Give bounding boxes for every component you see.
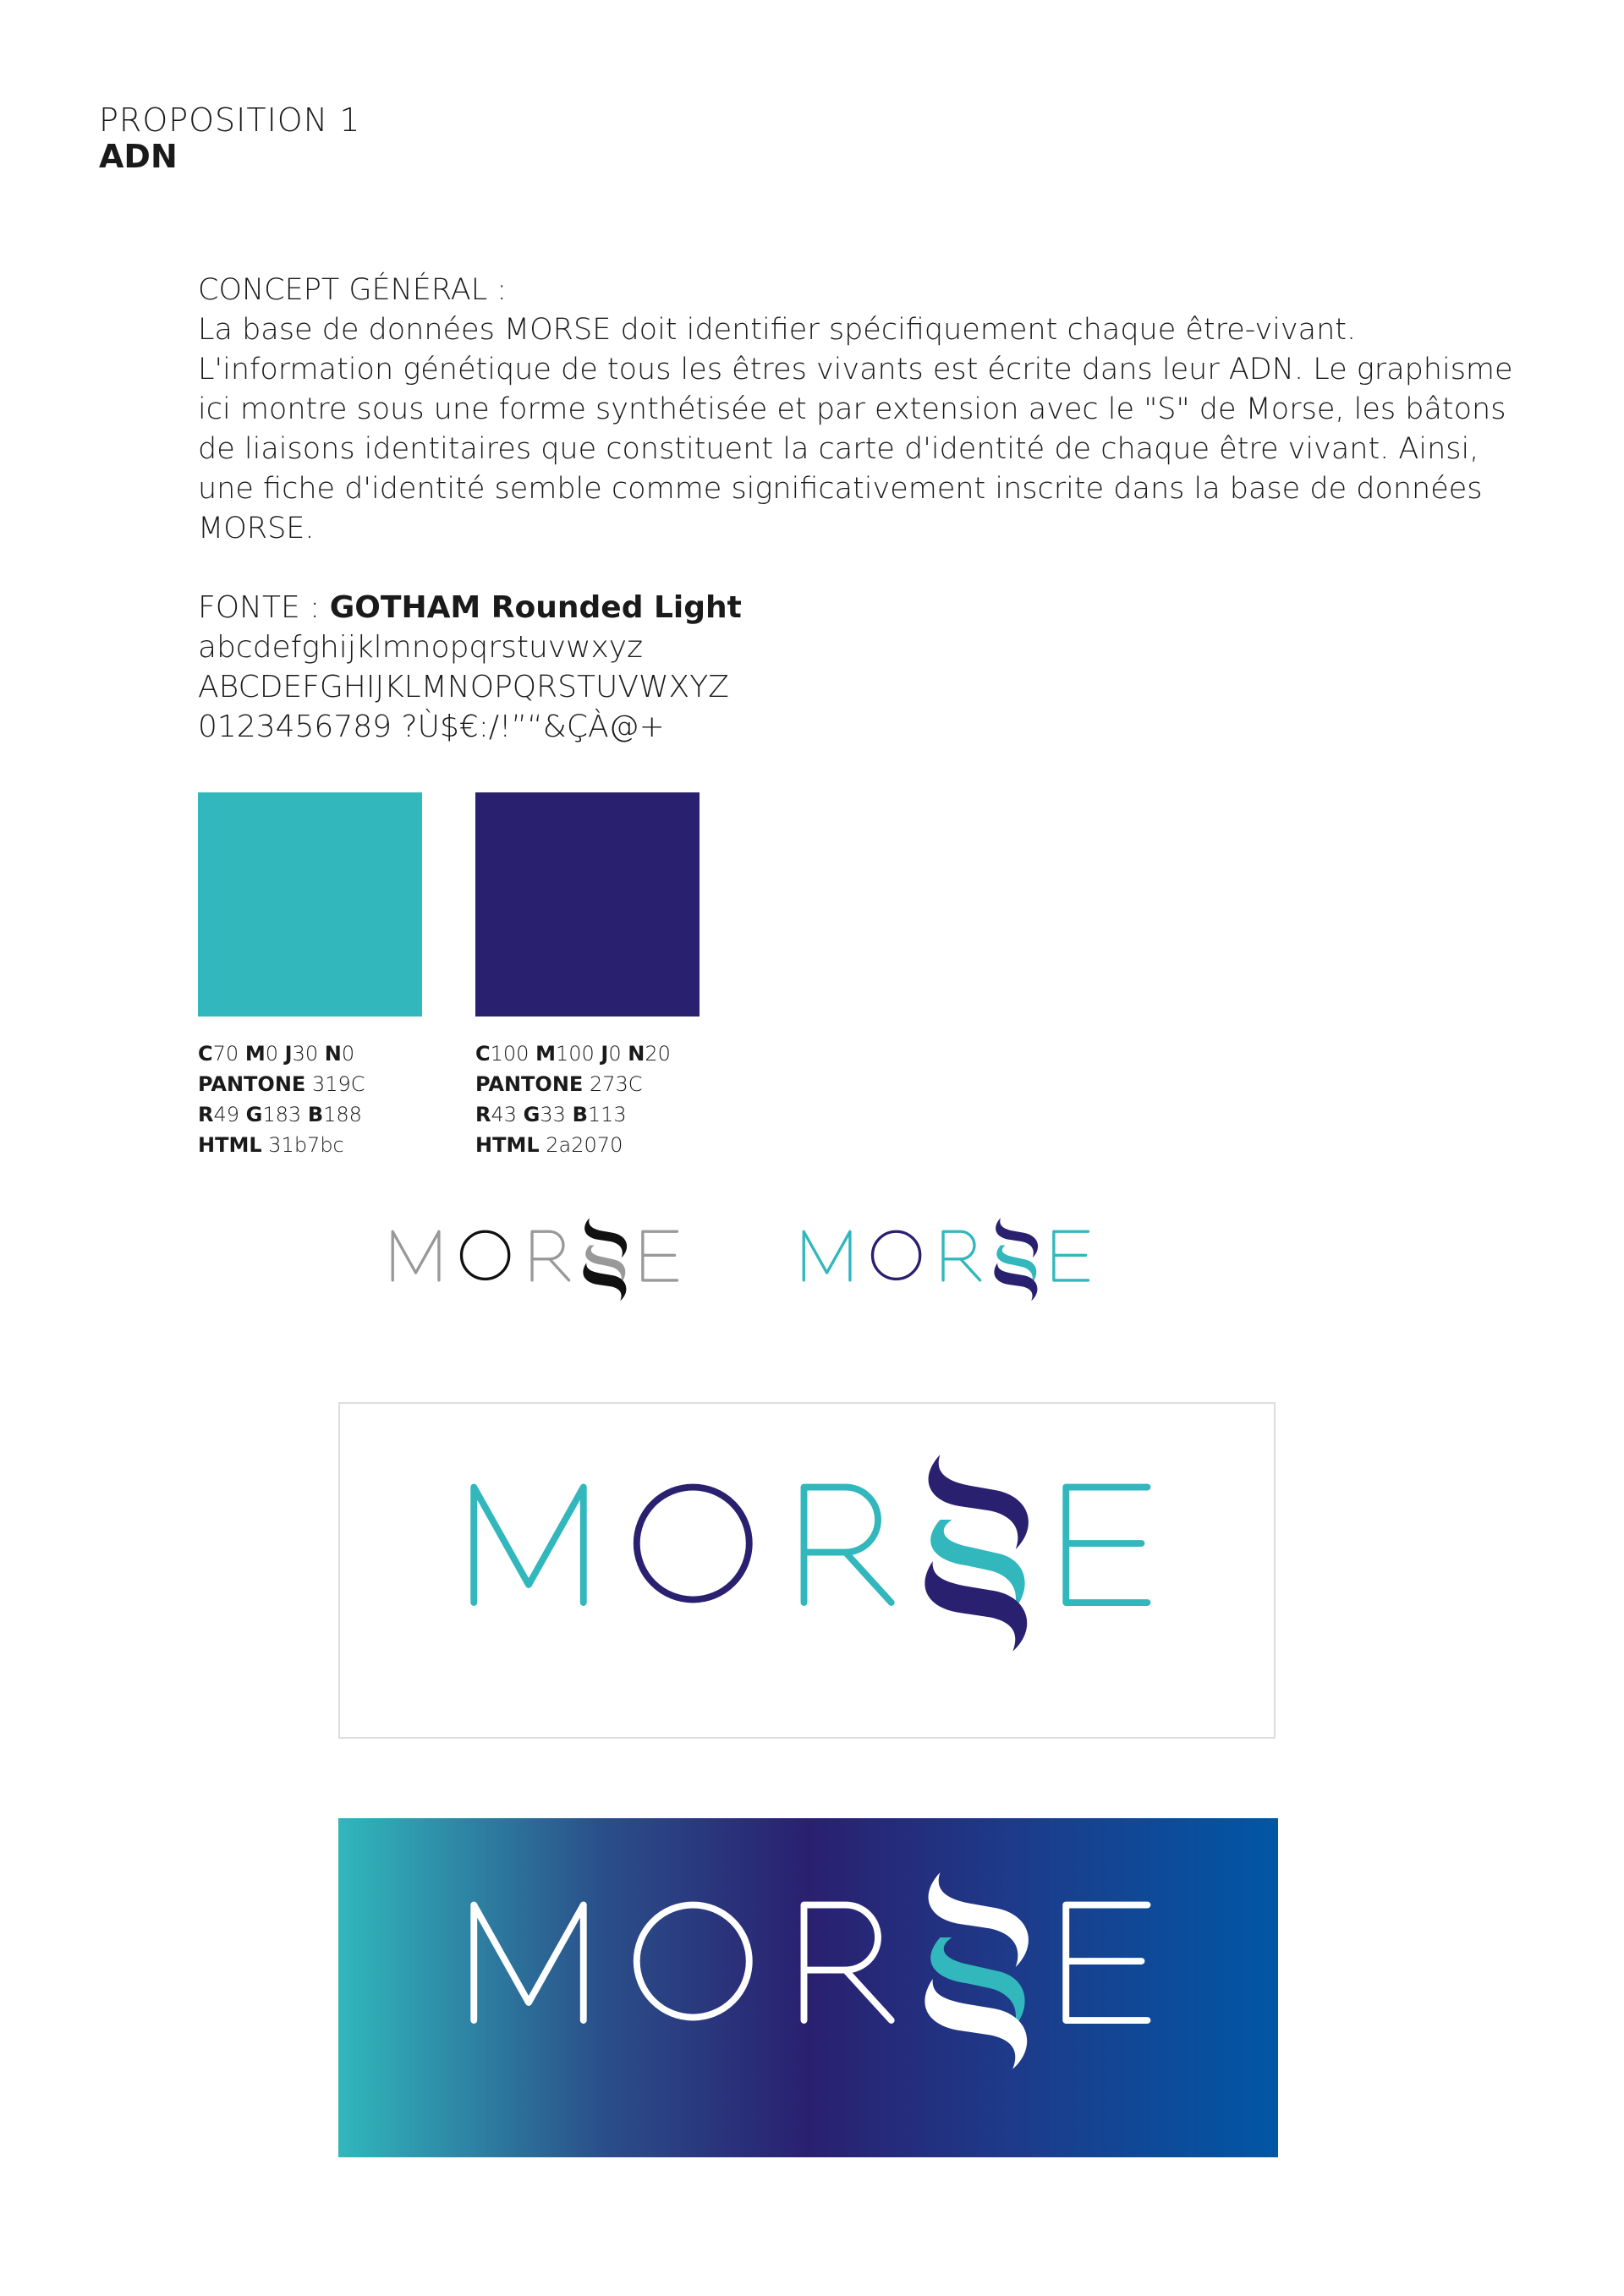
font-lowercase: abcdefghijklmnopqrstuvwxyz [198, 630, 644, 665]
font-label: FONTE : [198, 590, 330, 625]
concept-body: La base de données MORSE doit identifier spécifiquement chaque être-vivant. L'information génétique de tous les êtres vivants est écrite dans leur ADN. Le graphisme ici montre sous une forme synthétisée et par extension avec le "S" de Morse, les bâtons de liaisons identitaires que constituent la carte d'identité de chaque être vivant. Ainsi, une fiche d'identité semble comme significativement inscrite dans la base de données MORSE. [198, 313, 1513, 545]
logo-grayscale [391, 1218, 678, 1293]
font-name: GOTHAM Rounded Light [329, 590, 742, 625]
font-digits: 0123456789 ?Ù$€:/!”“&ÇÀ@+ [198, 710, 665, 744]
logo-color-small [802, 1218, 1089, 1293]
font-section [198, 588, 742, 747]
proposition-name: ADN [99, 138, 178, 175]
concept-title: CONCEPT GÉNÉRAL : [198, 273, 508, 307]
logo-gradient-white [469, 1872, 1150, 2050]
proposition-label: PROPOSITION 1 [99, 101, 361, 139]
color-swatch-teal [198, 792, 422, 1016]
color-spec-teal: C70 M0 J30 N0 PANTONE 319C R49 G183 B188 HTML 31b7bc [198, 1042, 365, 1157]
logo-color-large [469, 1455, 1150, 1632]
font-uppercase: ABCDEFGHIJKLMNOPQRSTUVWXYZ [198, 670, 729, 704]
color-swatch-navy [475, 792, 700, 1016]
color-spec-navy: C100 M100 J0 N20 PANTONE 273C R43 G33 B113 HTML 2a2070 [475, 1042, 671, 1157]
concept-section [198, 271, 1517, 549]
